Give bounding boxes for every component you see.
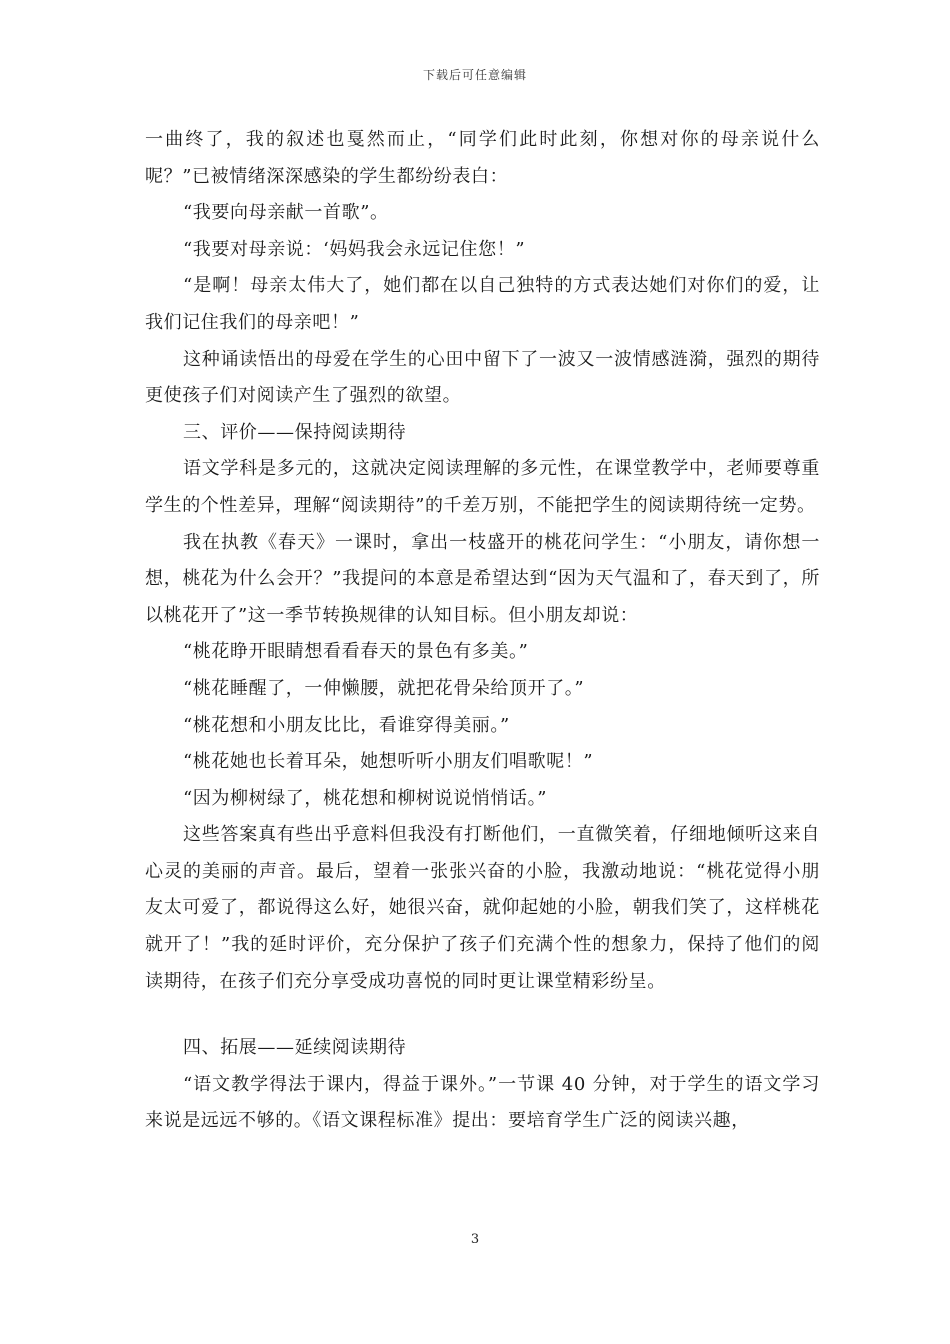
quote-line: “桃花睡醒了，一伸懒腰，就把花骨朵给顶开了。”: [183, 677, 585, 699]
paragraph: 我在执教《春天》一课时，拿出一枝盛开的桃花问学生：“小朋友，请你想一想，桃花为什么会开？”我提问的本意是希望达到“因为天气温和了，春天到了，所以桃花开了”这一季节转换规律的认知目标。但小朋友却说：: [145, 531, 820, 626]
paragraph: “语文教学得法于课内，得益于课外。”一节课 40 分钟，对于学生的语文学习来说是远远不够的。《语文课程标准》提出：要培育学生广泛的阅读兴趣，: [145, 1073, 820, 1132]
paragraph: 一曲终了，我的叙述也戛然而止，“同学们此时此刻，你想对你的母亲说什么呢？”已被情绪深深感染的学生都纷纷表白：: [145, 129, 820, 187]
quote-line: “桃花想和小朋友比比，看谁穿得美丽。”: [183, 714, 510, 736]
page-number: 3: [470, 1232, 480, 1247]
paragraph: 语文学科是多元的，这就决定阅读理解的多元性，在课堂教学中，老师要尊重学生的个性差异，理解“阅读期待”的千差万别，不能把学生的阅读期待统一定势。: [145, 458, 820, 516]
quote-line: “桃花睁开眼睛想看看春天的景色有多美。”: [183, 641, 529, 663]
section-heading: 三、评价——保持阅读期待: [183, 421, 407, 443]
paragraph: “我要对母亲说：‘妈妈我会永远记住您！”: [183, 238, 526, 260]
paragraph: 这种诵读悟出的母爱在学生的心田中留下了一波又一波情感涟漪，强烈的期待更使孩子们对阅读产生了强烈的欲望。: [145, 348, 820, 407]
quote-line: “因为柳树绿了，桃花想和柳树说说悄悄话。”: [183, 787, 548, 809]
paragraph: 这些答案真有些出乎意料但我没有打断他们，一直微笑着，仔细地倾听这来自心灵的美丽的声音。最后，望着一张张兴奋的小脸，我激动地说：“桃花觉得小朋友太可爱了，都说得这么好，她很兴奋，就仰起她的小脸，朝我们笑了，这样桃花就开了！”我的延时评价，充分保护了孩子们充满个性的想象力，保持了他们的阅读期待，在孩子们充分享受成功喜悦的同时更让课堂精彩纷呈。: [145, 824, 820, 992]
body-text: [145, 122, 820, 1140]
section-heading: 四、拓展——延续阅读期待: [183, 1037, 407, 1059]
paragraph: “是啊！母亲太伟大了，她们都在以自己独特的方式表达她们对你们的爱，让我们记住我们的母亲吧！”: [145, 275, 820, 333]
paragraph: “我要向母亲献一首歌”。: [183, 202, 389, 224]
page-header: 下载后可任意编辑: [422, 68, 527, 82]
quote-line: “桃花她也长着耳朵，她想听听小朋友们唱歌呢！”: [183, 751, 594, 773]
